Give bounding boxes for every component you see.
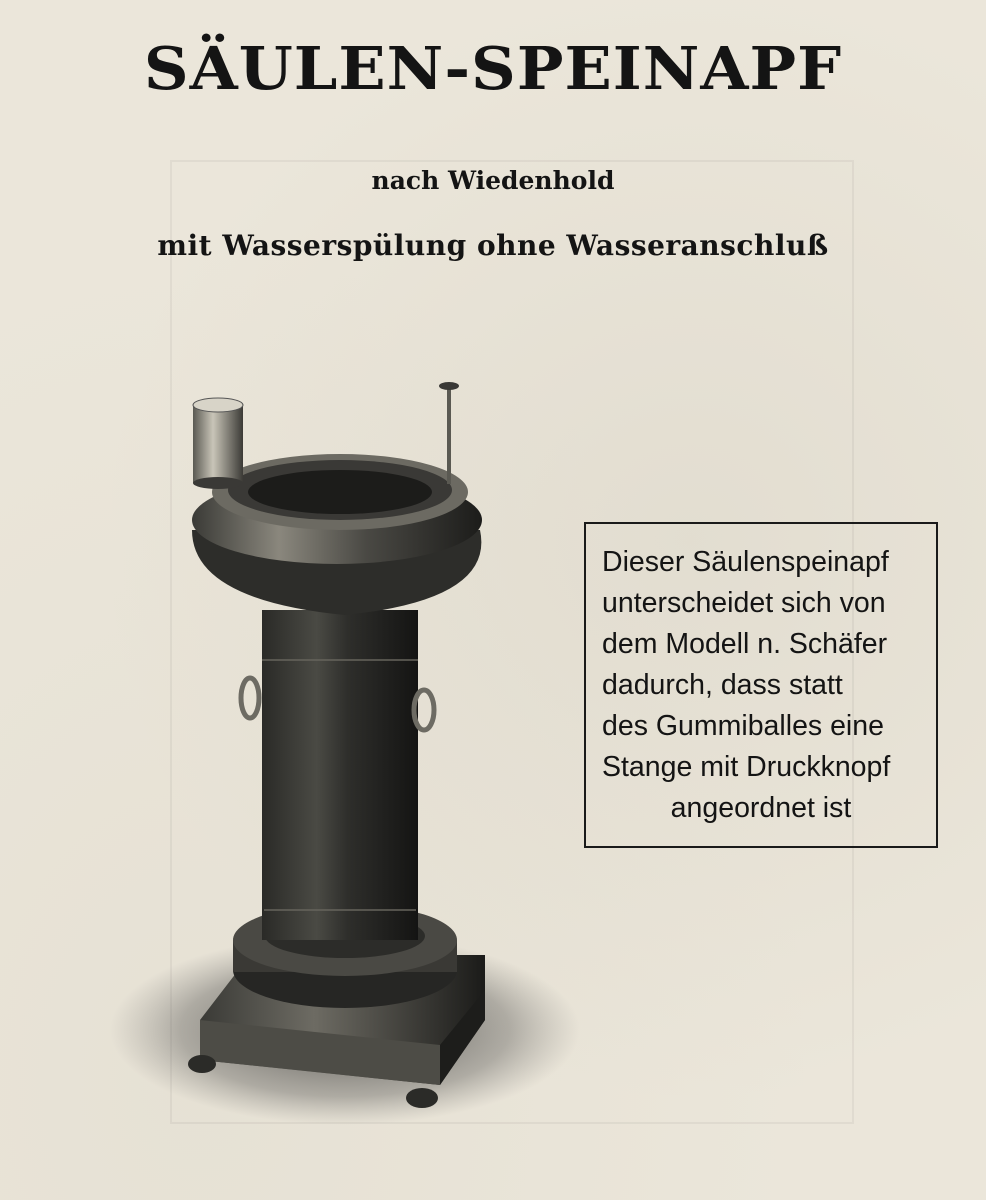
- description-line: dem Modell n. Schäfer: [602, 628, 888, 660]
- spittoon-column-illustration: [100, 370, 620, 1130]
- handle-left: [241, 678, 259, 718]
- page-subtitle: nach Wiedenhold: [371, 166, 615, 195]
- page-title: SÄULEN-SPEINAPF: [143, 33, 843, 104]
- glass-cup: [193, 398, 243, 489]
- bowl-opening: [248, 470, 432, 514]
- description-line: Stange mit Druckknopf: [602, 751, 891, 783]
- description-line: angeordnet ist: [670, 792, 852, 824]
- description-box: [584, 522, 938, 848]
- push-rod-with-knob: [439, 382, 459, 484]
- foot-right: [406, 1088, 438, 1108]
- description-line: des Gummiballes eine: [602, 710, 884, 742]
- page-subtitle-secondary: mit Wasserspülung ohne Wasseranschluß: [157, 229, 829, 262]
- description-line: dadurch, dass statt: [602, 669, 843, 701]
- description-line: Dieser Säulenspeinapf: [602, 546, 889, 578]
- foot-left: [188, 1055, 216, 1073]
- description-line: unterscheidet sich von: [602, 587, 886, 619]
